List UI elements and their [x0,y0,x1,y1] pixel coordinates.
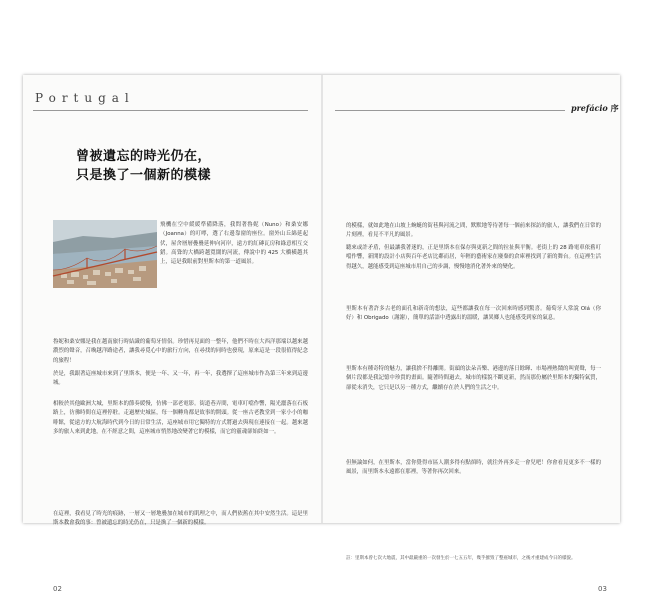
footnote: 註：里斯本曾七次大地震，其中最嚴重的一次發生於一七五五年，幾乎摧毀了整座城市，之後才重建成今日的樣貌。 [346,556,576,561]
body-paragraph: 相較於其他歐洲大城，里斯本的節奏緩慢，仿佛一部老電影。街道巷弄間，電車叮噹作響，陽光灑落在石板路上，彷彿時間在這裡停駐。走過歷史城區，每一個轉角都是故事的開頭。從一座古老教堂到一家小小的咖啡館，從遠方的大航海時代到今日的日常生活，這座城市用它獨特的方式將過去與現在連接在一起。越來越多的旅人來到此地，在不經意之間，這座城市悄然地改變著它的模樣，而它的靈魂卻始終如一。 [53,401,308,435]
city-photo-illustration [53,220,157,288]
running-head-left: Portugal [35,91,135,105]
header-rule-right [335,110,565,111]
page-number-left: 02 [53,585,62,593]
page-number-right: 03 [598,585,607,593]
book-spread [23,75,620,593]
chapter-title [76,147,211,185]
body-paragraph: 飛機在空中緩緩準備降落，我問著魯妮（Nuno）和桑安娜（Joanna）的叮嚀，選了右邊靠窗的座位。窗外山丘綿延起伏，屋舍層層疊疊延伸向河岸，遠方的紅磚瓦房和綠意相互交錯。高聳的大橋跨越寬闊的河流，傳說中的 425 大橋橫越其上，這是我眼前對里斯本的第一道風景。 [160,222,308,266]
body-paragraph: 的模樣，就如此地在山坡上蜿蜒的街巷與河流之間，默默地等待著每一個前來探訪的旅人，讓我們在日常的片刻裡，看見不平凡的風景。 [346,223,601,239]
section-label-en: prefácio [571,103,608,113]
body-paragraph: 但無論如何，在里斯本，當你覺得市區人潮多得有點煩時，就往外再多走一會兒吧！你會看見更多不一樣的風景，而里斯本永遠都在那裡，等著你再次回來。 [346,460,601,476]
running-head-right [571,103,619,114]
header-rule-left [33,110,308,111]
body-paragraph: 里斯本有著許多古老的面孔和新奇的想法，這些都讓我在每一次回來時感到驚喜。葡萄牙人常說 Olá（你好）和 Obrigado（謝謝），簡單的話語中透露出的溫暖，讓異鄉人也能感受到家的氣息。 [346,306,601,322]
body-paragraph: 於是，我跟著這座城市來到了里斯本，便是一年、又一年，再一年，我選擇了這座城市作為第三年來到這邊城。 [53,371,308,387]
body-paragraph: 聽來或許矛盾，但最讓我著迷的，正是里斯本在保存與更新之間的拉扯與平衡。老街上的 28 路電車依舊叮噹作響，新開的設計小店與百年老店比鄰而居，年輕的藝術家在廢棄的倉庫裡找到了新的舞台。在這裡生活得越久，越能感受到這座城市用自己的步調，慢慢地消化著外來的變化。 [346,245,601,270]
body-paragraph: 在這裡，我看見了時光的痕跡，一層又一層地疊加在城市的肌理之中，而人們依舊在其中安然生活。這是里斯本教會我的事：曾被遺忘的時光仍在，只是換了一個新的模樣。 [53,511,308,527]
book-gutter [321,75,323,523]
city-aerial-photo [53,220,157,288]
chapter-title-line-1: 曾被遺忘的時光仍在， [76,149,212,164]
body-paragraph: 里斯本有種奇特的魅力，讓我捨不得離開。街頭的法朵音樂、港邊的落日餘暉、市場裡熱鬧的叫賣聲，每一個片段都是我記憶中珍貴的畫面。隨著時間過去，城市的樣貌不斷更新，然而那份屬於里斯本的獨特氣質，卻從未消失，它只是以另一種方式，繼續存在於人們的生活之中。 [346,366,601,391]
body-paragraph: 魯妮和桑安娜是我在越南旅行時結識的葡萄牙情侶。珍惜再見面的一整年，他們不時在大西洋那端以越來越濃烈的聲音，召喚越洋路途者，讓我尋覓心中的旅行方向，在尋找的同時也發現，原來這是一段很值得紀念的旅程！ [53,339,308,364]
chapter-title-line-2: 只是換了一個新的模樣 [76,168,212,183]
section-label-zh: 序 [610,103,619,113]
